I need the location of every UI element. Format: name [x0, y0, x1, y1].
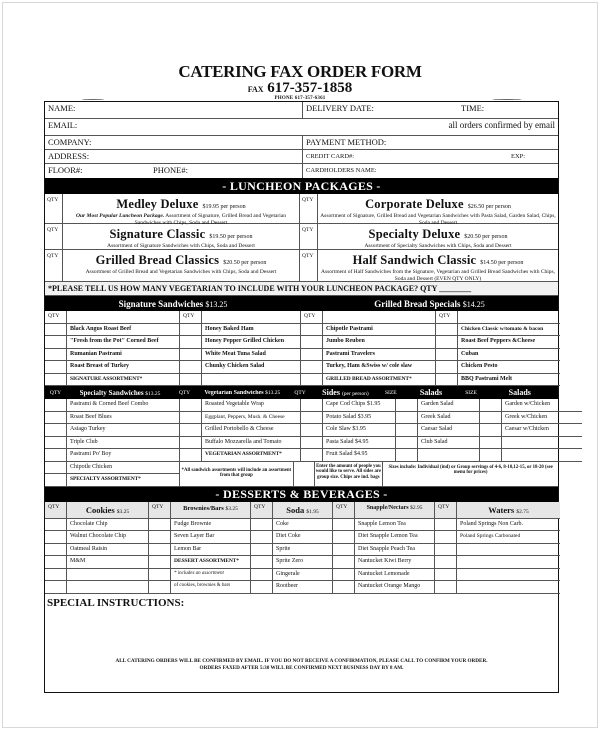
package-name: Half Sandwich Classic — [352, 253, 477, 267]
qty-input[interactable] — [301, 424, 323, 437]
section-title: Grilled Bread Specials — [374, 298, 461, 309]
qty-label[interactable]: QTY — [300, 224, 318, 249]
snapple-header — [355, 502, 435, 519]
brownies-header — [171, 502, 251, 519]
assortment-item: SPECIALTY ASSORTMENT* — [67, 474, 180, 486]
menu-item: "Fresh from the Pot" Corned Beef — [67, 336, 180, 349]
qty-input[interactable] — [45, 569, 67, 582]
size-input[interactable] — [396, 412, 418, 425]
menu-item: Chicken Classic w/tomato & bacon — [458, 324, 560, 337]
qty-input[interactable] — [301, 374, 323, 387]
vegetarian-qty-prompt[interactable]: *PLEASE TELL US HOW MANY VEGETARIAN TO INCLUDE WITH YOUR LUNCHEON PACKAGE? QTY ________ — [45, 282, 558, 296]
side-item: Cole Slaw $3.95 — [323, 424, 396, 437]
package-specialty-deluxe — [318, 224, 558, 249]
specialty-section-header — [45, 386, 558, 399]
qty-input[interactable] — [301, 324, 323, 337]
form-title: CATERING FAX ORDER FORM — [178, 62, 422, 81]
header-blank — [202, 311, 301, 324]
specialty-notes-row — [45, 462, 558, 487]
email-field[interactable]: EMAIL: — [48, 120, 78, 130]
salad-item: Club Salad — [418, 437, 480, 450]
assortment-note: of cookies, brownies & bars — [171, 581, 251, 594]
address-field[interactable]: ADDRESS: — [45, 150, 303, 163]
qty-input[interactable] — [149, 531, 171, 544]
qty-input[interactable] — [251, 581, 273, 594]
signature-sandwiches-header — [45, 299, 301, 309]
menu-item: Roast Beef Blues — [67, 412, 180, 425]
qty-input[interactable] — [149, 569, 171, 582]
package-description: Assortment of Signature, Grilled Bread and Vegetarian Sandwiches with Pasta Salad, Garden Salad, Chips, Soda and Dessert — [320, 213, 556, 226]
cookie-item: M&M — [67, 556, 149, 569]
qty-label[interactable]: QTY — [300, 194, 318, 223]
salad-item: Caesar w/Chicken — [502, 424, 582, 437]
section-price: $2.95 — [410, 504, 423, 511]
menu-item: Turkey, Ham &Swiss w/ cole slaw — [323, 361, 436, 374]
menu-item: Pastrami Po' Boy — [67, 449, 180, 462]
phone-number: PHONE 617-357-6361 — [274, 96, 326, 101]
menu-item: Jumbo Reuben — [323, 336, 436, 349]
qty-input[interactable] — [251, 531, 273, 544]
water-item: Poland Springs Non Carb. — [457, 519, 560, 532]
qty-input[interactable] — [180, 324, 202, 337]
package-price: $19.50 per person — [209, 234, 253, 240]
menu-item: Chipotle Chicken — [67, 462, 180, 474]
menu-item: Black Angus Roast Beef — [67, 324, 180, 337]
qty-input[interactable] — [180, 399, 202, 412]
qty-input[interactable] — [180, 449, 202, 462]
cookie-item: Chocolate Chip — [67, 519, 149, 532]
size-input[interactable] — [396, 449, 418, 462]
qty-input[interactable] — [333, 581, 355, 594]
sandwich-section-header — [45, 296, 558, 311]
package-description: Assortment of Grilled Bread and Vegetarian Sandwiches with Chips, Soda and Dessert — [85, 269, 277, 275]
company-row — [45, 136, 558, 150]
qty-input[interactable] — [435, 581, 457, 594]
package-price: $14.50 per person — [480, 260, 524, 266]
confirmation-line-2: ORDERS FAXED AFTER 5:30 WILL BE CONFIRMED NEXT BUSINESS DAY BY 8 AM. — [199, 664, 404, 671]
assortment-item: DESSERT ASSORTMENT* — [171, 556, 251, 569]
qty-input[interactable] — [45, 399, 67, 412]
snapple-item: Nantucket Lemonade — [355, 569, 435, 582]
qty-input[interactable] — [180, 349, 202, 362]
qty-input[interactable] — [436, 336, 458, 349]
salad-item — [502, 437, 582, 450]
menu-item: Grilled Portobello & Cheese — [202, 424, 301, 437]
address-row — [45, 150, 558, 164]
header-blank — [323, 311, 436, 324]
brownie-item: Seven Layer Bar — [171, 531, 251, 544]
size-input[interactable] — [396, 399, 418, 412]
signature-grilled-table — [45, 311, 558, 386]
qty-input[interactable] — [149, 581, 171, 594]
size-input[interactable] — [480, 437, 502, 450]
qty-input[interactable] — [180, 374, 202, 387]
package-description: Assortment of Half Sandwiches from the Signature, Vegetarian and Grilled Bread Sandwiches with Chips, Soda and Dessert (EVEN QTY ONLY) — [320, 269, 556, 282]
confirmation-notice — [45, 658, 558, 672]
waters-header — [457, 502, 560, 519]
package-price: $20.50 per person — [223, 260, 267, 266]
assortment-note: * includes an assortment — [171, 569, 251, 582]
qty-input[interactable] — [45, 449, 67, 462]
qty-input[interactable] — [45, 424, 67, 437]
time-field[interactable]: TIME: — [461, 103, 485, 113]
size-input[interactable] — [480, 449, 502, 462]
soda-item: Gingerale — [273, 569, 333, 582]
menu-item: Cuban — [458, 349, 560, 362]
qty-header: QTY — [435, 502, 457, 519]
section-price: $14.25 — [462, 299, 485, 309]
salads-size-note: Sizes include: Individual (ind) or Group servings of 4-6, 8-10,12-15, or 18-20 (see menu for prices) — [388, 464, 553, 475]
section-title: Snapple/Nectars — [366, 504, 409, 511]
package-row-3 — [45, 250, 558, 282]
floor-field[interactable]: FLOOR#: — [48, 165, 83, 175]
special-instructions-box[interactable] — [45, 594, 558, 692]
assortment-item: VEGETARIAN ASSORTMENT* — [202, 449, 301, 462]
menu-item: Roast Beef Peppers &Cheese — [458, 336, 560, 349]
fax-label: FAX — [247, 85, 264, 94]
sides-header — [311, 388, 381, 397]
salad-item: Greek Salad — [418, 412, 480, 425]
size-header: SIZE — [385, 389, 397, 396]
desserts-beverages-header: - DESSERTS & BEVERAGES - — [45, 487, 558, 502]
qty-input[interactable] — [45, 361, 67, 374]
qty-input[interactable] — [180, 437, 202, 450]
menu-item: White Meat Tuna Salad — [202, 349, 301, 362]
qty-input[interactable] — [149, 519, 171, 532]
package-signature-classic — [63, 224, 300, 249]
section-price: $13.25 — [265, 389, 281, 396]
qty-label[interactable]: QTY — [300, 250, 318, 281]
size-input[interactable] — [480, 424, 502, 437]
qty-header: QTY — [45, 502, 67, 519]
cookie-item — [67, 569, 149, 582]
salad-item: Greek w/Chicken — [502, 412, 582, 425]
qty-input[interactable] — [45, 581, 67, 594]
qty-input[interactable] — [435, 544, 457, 557]
qty-header: QTY — [149, 502, 171, 519]
water-item: Poland Springs Carbonated — [457, 531, 560, 544]
qty-input[interactable] — [45, 336, 67, 349]
specialty-sandwiches-header — [66, 389, 174, 397]
section-price: $2.75 — [516, 508, 529, 515]
header-blank — [458, 311, 560, 324]
qty-input[interactable] — [45, 519, 67, 532]
qty-input[interactable] — [45, 462, 67, 474]
qty-input[interactable] — [333, 556, 355, 569]
package-description: Assortment of Specialty Sandwiches with Chips, Soda and Dessert — [364, 243, 512, 249]
section-title: Signature Sandwiches — [118, 298, 204, 309]
soda-header — [273, 502, 333, 519]
menu-item: Pastrami Travelers — [323, 349, 436, 362]
qty-input[interactable] — [251, 556, 273, 569]
special-instructions-label: SPECIAL INSTRUCTIONS: — [47, 596, 185, 609]
section-price: $13.25 — [145, 390, 161, 397]
package-name: Medley Deluxe — [116, 197, 199, 211]
qty-input[interactable] — [45, 412, 67, 425]
confirmation-line-1: ALL CATERING ORDERS WILL BE CONFIRMED BY EMAIL. IF YOU DO NOT RECEIVE A CONFIRMATION, PLEASE CALL TO CONFIRM YOUR ORDER. — [115, 657, 488, 664]
qty-input[interactable] — [149, 544, 171, 557]
email-note: all orders confirmed by email — [448, 120, 555, 130]
menu-item: Honey Pepper Grilled Chicken — [202, 336, 301, 349]
cardholder-name-field[interactable]: CARDHOLDERS NAME: — [306, 167, 377, 174]
cookies-header — [67, 502, 149, 519]
menu-item: Rumanian Pastrami — [67, 349, 180, 362]
qty-input[interactable] — [301, 437, 323, 450]
qty-input[interactable] — [45, 531, 67, 544]
credit-card-field[interactable]: CREDIT CARD#: — [306, 153, 355, 160]
name-field[interactable]: NAME: — [45, 102, 303, 118]
specialty-last-items — [45, 462, 180, 486]
qty-input[interactable] — [435, 531, 457, 544]
qty-input[interactable] — [251, 544, 273, 557]
package-medley-deluxe — [63, 194, 300, 226]
qty-input[interactable] — [301, 336, 323, 349]
qty-input[interactable] — [333, 531, 355, 544]
brownie-item: Fudge Brownie — [171, 519, 251, 532]
qty-input[interactable] — [45, 437, 67, 450]
qty-input[interactable] — [180, 424, 202, 437]
section-title: Sides — [322, 388, 340, 397]
menu-item — [202, 374, 301, 387]
qty-input[interactable] — [333, 519, 355, 532]
cookie-item — [67, 581, 149, 594]
qty-label[interactable]: QTY — [45, 250, 63, 281]
header-blank — [67, 311, 180, 324]
qty-input[interactable] — [301, 361, 323, 374]
desserts-table — [45, 502, 558, 594]
fax-number-line — [0, 80, 600, 97]
menu-item: Chipotle Pastrami — [323, 324, 436, 337]
snapple-item: Nantucket Orange Mango — [355, 581, 435, 594]
soda-item: Sprite — [273, 544, 333, 557]
menu-item: Honey Baked Ham — [202, 324, 301, 337]
menu-item: Chunky Chicken Salad — [202, 361, 301, 374]
soda-item: Diet Coke — [273, 531, 333, 544]
qty-input[interactable] — [45, 374, 67, 387]
snapple-item: Snapple Lemon Tea — [355, 519, 435, 532]
size-input[interactable] — [396, 437, 418, 450]
side-item: Pasta Salad $4.95 — [323, 437, 396, 450]
menu-item: Triple Club — [67, 437, 180, 450]
order-form — [44, 101, 559, 693]
qty-input[interactable] — [45, 474, 67, 486]
package-price: $26.50 per person — [467, 204, 511, 210]
snapple-item: Nantucket Kiwi Berry — [355, 556, 435, 569]
package-name: Signature Classic — [109, 227, 206, 241]
salad-item: Caesar Salad — [418, 424, 480, 437]
qty-header: QTY — [436, 311, 458, 324]
side-item: Potato Salad $3.95 — [323, 412, 396, 425]
qty-input[interactable] — [436, 324, 458, 337]
qty-input[interactable] — [436, 374, 458, 387]
package-price: $20.50 per person — [464, 234, 508, 240]
qty-input[interactable] — [436, 361, 458, 374]
qty-input[interactable] — [435, 556, 457, 569]
qty-input[interactable] — [45, 544, 67, 557]
section-price: $3.25 — [116, 508, 130, 515]
section-title: Specialty Sandwiches — [79, 388, 144, 397]
package-row-1 — [45, 194, 558, 224]
package-corporate-deluxe — [318, 194, 558, 226]
qty-input[interactable] — [180, 361, 202, 374]
qty-header: QTY — [333, 502, 355, 519]
section-title: Vegetarian Sandwiches — [204, 389, 264, 396]
specialty-table-wrapper — [45, 399, 558, 487]
menu-item: Eggplant, Peppers, Mush. & Cheese — [202, 412, 301, 425]
qty-header: QTY — [45, 311, 67, 324]
cookie-item: Oatmeal Raisin — [67, 544, 149, 557]
vegetarian-sandwiches-header — [195, 390, 290, 396]
section-price: $3.25 — [225, 505, 238, 512]
brownie-item: Lemon Bar — [171, 544, 251, 557]
qty-header: QTY — [49, 389, 62, 396]
qty-header: QTY — [251, 502, 273, 519]
water-item — [457, 581, 560, 594]
sides-note: Enter the amount of people you would like to serve. All sides are group size. Chips are ind. bags — [315, 462, 384, 486]
size-input[interactable] — [480, 399, 502, 412]
snapple-item: Diet Snapple Peach Tea — [355, 544, 435, 557]
qty-input[interactable] — [180, 412, 202, 425]
fax-number: 617-357-1858 — [267, 80, 353, 96]
phone-field[interactable]: PHONE#: — [150, 164, 303, 178]
section-title: Cookies — [85, 504, 115, 515]
salad-item — [418, 449, 480, 462]
package-grilled-bread-classics — [63, 250, 300, 281]
qty-input[interactable] — [45, 556, 67, 569]
qty-input[interactable] — [251, 519, 273, 532]
section-title: Soda — [286, 504, 305, 515]
menu-item: Roasted Vegetable Wrap — [202, 399, 301, 412]
qty-input[interactable] — [45, 349, 67, 362]
cookie-item: Walnut Chocolate Chip — [67, 531, 149, 544]
delivery-date-field[interactable]: DELIVERY DATE: — [306, 103, 374, 113]
qty-label[interactable]: QTY — [45, 224, 63, 249]
soda-item: Sprite Zero — [273, 556, 333, 569]
section-subtitle: (per person) — [341, 391, 369, 397]
soda-item: Rootbeer — [273, 581, 333, 594]
qty-input[interactable] — [149, 556, 171, 569]
company-field[interactable]: COMPANY: — [45, 136, 303, 149]
specialty-table — [45, 399, 558, 462]
payment-method-field[interactable]: PAYMENT METHOD: — [306, 137, 387, 147]
qty-input[interactable] — [45, 324, 67, 337]
exp-field[interactable]: EXP: — [511, 153, 526, 160]
qty-input[interactable] — [301, 399, 323, 412]
qty-input[interactable] — [301, 412, 323, 425]
qty-input[interactable] — [436, 349, 458, 362]
package-price: $19.95 per person — [202, 204, 246, 210]
email-row — [45, 119, 558, 136]
assortment-item: SIGNATURE ASSORTMENT* — [67, 374, 180, 387]
grilled-bread-header — [301, 299, 558, 309]
snapple-item: Diet Snapple Lemon Tea — [355, 531, 435, 544]
side-item: Cape Cod Chips $1.95 — [323, 399, 396, 412]
table-row — [45, 462, 180, 475]
qty-header: QTY — [180, 311, 202, 324]
side-item: Fruit Salad $4.95 — [323, 449, 396, 462]
qty-header: QTY — [178, 389, 191, 396]
salad-item — [502, 449, 582, 462]
floor-row — [45, 164, 558, 178]
package-half-sandwich-classic — [318, 250, 558, 281]
assortment-note: *All sandwich assortments will include an assortment from that group — [180, 462, 294, 486]
section-title: Waters — [488, 504, 515, 515]
water-item — [457, 544, 560, 557]
qty-input[interactable] — [301, 449, 323, 462]
salad-item: Garden w/Chicken — [502, 399, 582, 412]
qty-header: QTY — [301, 311, 323, 324]
qty-input[interactable] — [294, 462, 315, 486]
size-header: SIZE — [465, 389, 477, 396]
package-description: Assortment of Signature, Grilled Bread and Vegetarian Sandwiches with Chips, Soda and Dessert — [134, 213, 286, 226]
name-row — [45, 102, 558, 119]
qty-input[interactable] — [333, 569, 355, 582]
assortment-item: GRILLED BREAD ASSORTMENT* — [323, 374, 436, 387]
table-row — [45, 474, 180, 486]
qty-input[interactable] — [301, 349, 323, 362]
menu-item: Roast Breast of Turkey — [67, 361, 180, 374]
section-price: $13.25 — [205, 299, 228, 309]
salad-item: Garden Salad — [418, 399, 480, 412]
qty-input[interactable] — [251, 569, 273, 582]
section-price: $1.95 — [306, 508, 319, 515]
package-row-2 — [45, 224, 558, 250]
qty-input[interactable] — [333, 544, 355, 557]
menu-item: Chicken Pesto — [458, 361, 560, 374]
qty-input[interactable] — [435, 519, 457, 532]
menu-item: Asiago Turkey — [67, 424, 180, 437]
package-name: Specialty Deluxe — [368, 227, 461, 241]
qty-header: QTY — [294, 389, 306, 396]
luncheon-packages-header: - LUNCHEON PACKAGES - — [45, 178, 558, 194]
package-name: Corporate Deluxe — [365, 197, 464, 211]
qty-input[interactable] — [435, 569, 457, 582]
size-input[interactable] — [480, 412, 502, 425]
size-input[interactable] — [396, 424, 418, 437]
water-item — [457, 556, 560, 569]
menu-item: Pastrami & Corned Beef Combo — [67, 399, 180, 412]
package-name: Grilled Bread Classics — [95, 253, 220, 267]
water-item — [457, 569, 560, 582]
soda-item: Coke — [273, 519, 333, 532]
section-title: Brownies/Bars — [183, 504, 224, 512]
menu-item: Buffalo Mozzarella and Tomato — [202, 437, 301, 450]
package-tagline: Our Most Popular Luncheon Package. — [76, 213, 165, 219]
salads-header: Salads — [419, 388, 443, 397]
package-description: Assortment of Signature Sandwiches with Chips, Soda and Dessert — [107, 243, 255, 249]
salads-header: Salads — [508, 388, 531, 397]
menu-item: BBQ Pastrami Melt — [458, 374, 560, 387]
qty-input[interactable] — [180, 336, 202, 349]
qty-label[interactable]: QTY — [45, 194, 63, 223]
